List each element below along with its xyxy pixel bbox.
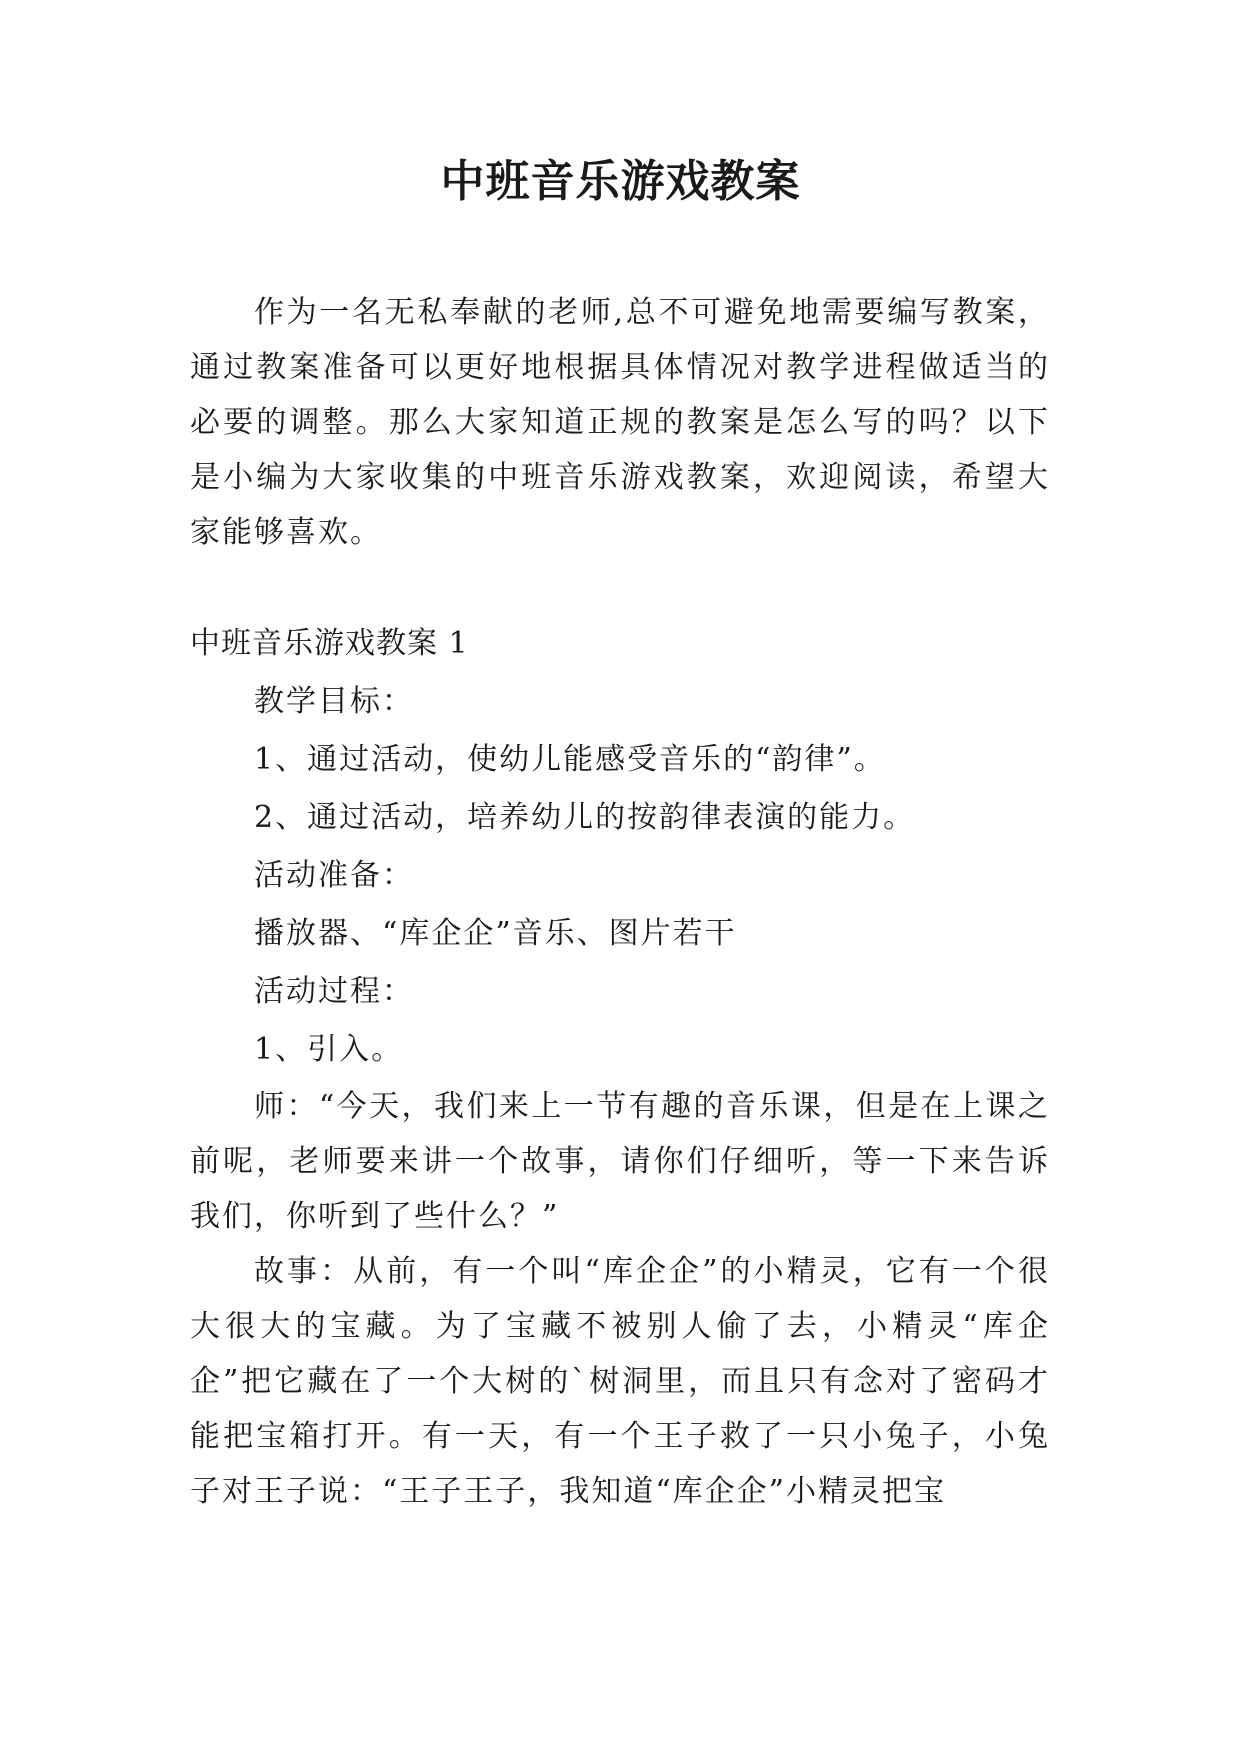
teaching-goal-label: 教学目标：	[254, 684, 414, 719]
process-label: 活动过程：	[254, 974, 414, 1009]
intro-paragraph: 作为一名无私奉献的老师,总不可避免地需要编写教案，通过教案准备可以更好地根据具体情况对教学进程做适当的必要的调整。那么大家知道正规的教案是怎么写的吗？以下是小编为大家收集的中班音乐游戏教案，欢迎阅读，希望大家能够喜欢。	[190, 295, 1050, 550]
document-body	[190, 285, 1050, 1519]
document-title: 中班音乐游戏教案	[440, 156, 801, 207]
goal-item-1: 1、通过活动，使幼儿能感受音乐的“韵律”。	[254, 742, 886, 777]
section-heading: 中班音乐游戏教案 1	[190, 626, 469, 661]
teacher-paragraph: 师：“今天，我们来上一节有趣的音乐课，但是在上课之前呢，老师要来讲一个故事，请你们仔细听，等一下来告诉我们，你听到了些什么？”	[190, 1089, 1050, 1234]
process-step-1: 1、引入。	[254, 1032, 404, 1067]
preparation-label: 活动准备：	[254, 858, 414, 893]
goal-item-2: 2、通过活动，培养幼儿的按韵律表演的能力。	[254, 800, 916, 835]
preparation-materials: 播放器、“库企企”音乐、图片若干	[254, 916, 737, 951]
story-paragraph: 故事：从前，有一个叫“库企企”的小精灵，它有一个很大很大的宝藏。为了宝藏不被别人偷了去，小精灵“库企企”把它藏在了一个大树的`树洞里，而且只有念对了密码才能把宝箱打开。有一天，有一个王子救了一只小兔子，小兔子对王子说：“王子王子，我知道“库企企”小精灵把宝	[190, 1254, 1050, 1509]
